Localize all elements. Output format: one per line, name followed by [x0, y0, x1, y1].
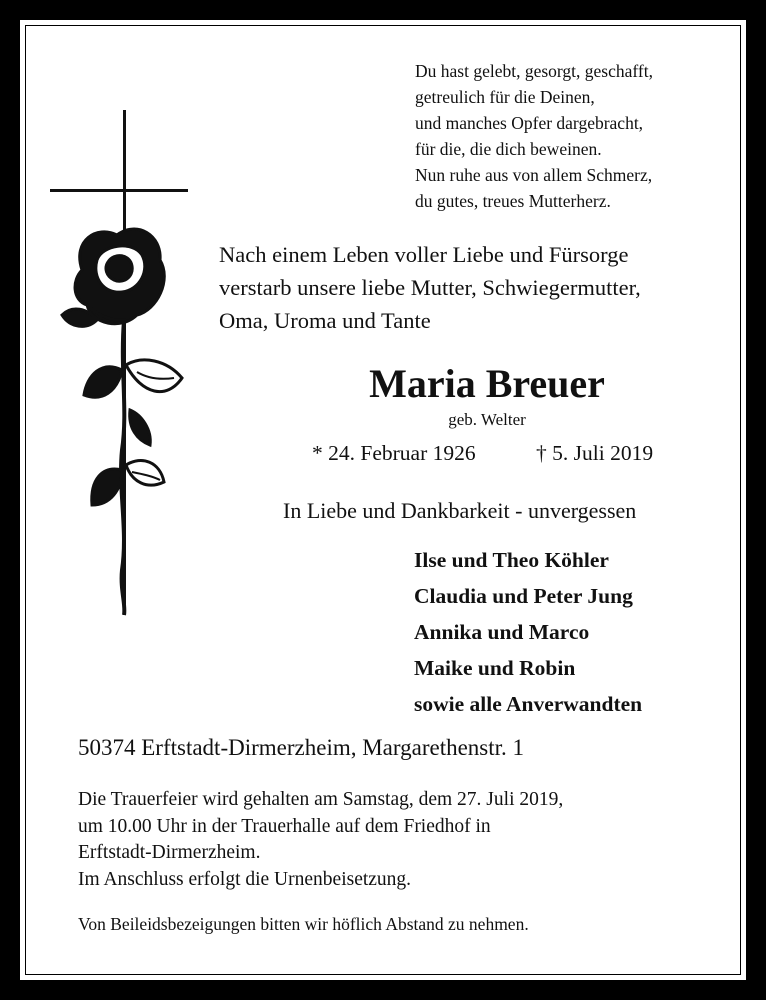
mourners-list: [414, 542, 642, 722]
intro-line: verstarb unsere liebe Mutter, Schwiegermutter,: [219, 275, 641, 300]
poem-line: Nun ruhe aus von allem Schmerz,: [415, 165, 653, 185]
poem-line: Du hast gelebt, gesorgt, geschafft,: [415, 61, 653, 81]
mourner-entry: Maike und Robin: [414, 656, 576, 680]
poem-line: du gutes, treues Mutterherz.: [415, 191, 611, 211]
mourner-entry: sowie alle Anverwandten: [414, 692, 643, 716]
intro-line: Nach einem Leben voller Liebe und Fürsorge: [219, 242, 629, 267]
gratitude-line: In Liebe und Dankbarkeit - unvergessen: [283, 498, 637, 523]
poem-line: und manches Opfer dargebracht,: [415, 113, 644, 133]
mourner-entry: Claudia und Peter Jung: [414, 584, 633, 608]
family-address: 50374 Erftstadt-Dirmerzheim, Margarethenstr. 1: [78, 735, 525, 760]
poem-line: für die, die dich beweinen.: [415, 139, 602, 159]
cross-horizontal-beam: [50, 189, 188, 192]
death-date: † 5. Juli 2019: [536, 441, 654, 465]
service-line: um 10.00 Uhr in der Trauerhalle auf dem Friedhof in: [78, 815, 491, 837]
poem-line: getreulich für die Deinen,: [415, 87, 595, 107]
service-line: Im Anschluss erfolgt die Urnenbeisetzung.: [78, 868, 412, 890]
intro-line: Oma, Uroma und Tante: [219, 308, 431, 333]
maiden-name: geb. Welter: [448, 410, 526, 429]
funeral-service-info: [78, 787, 563, 893]
service-line: Die Trauerfeier wird gehalten am Samstag, dem 27. Juli 2019,: [78, 789, 564, 810]
deceased-name: Maria Breuer: [369, 361, 605, 406]
condolence-note: Von Beileidsbezeigungen bitten wir höflich Abstand zu nehmen.: [78, 914, 529, 934]
mourner-entry: Ilse und Theo Köhler: [414, 548, 609, 572]
mourner-entry: Annika und Marco: [414, 620, 590, 644]
memorial-poem: [415, 58, 653, 214]
rose-bloom: [62, 229, 164, 326]
intro-text: [219, 238, 641, 337]
birth-date: * 24. Februar 1926: [312, 441, 476, 465]
service-line: Erftstadt-Dirmerzheim.: [78, 842, 261, 863]
